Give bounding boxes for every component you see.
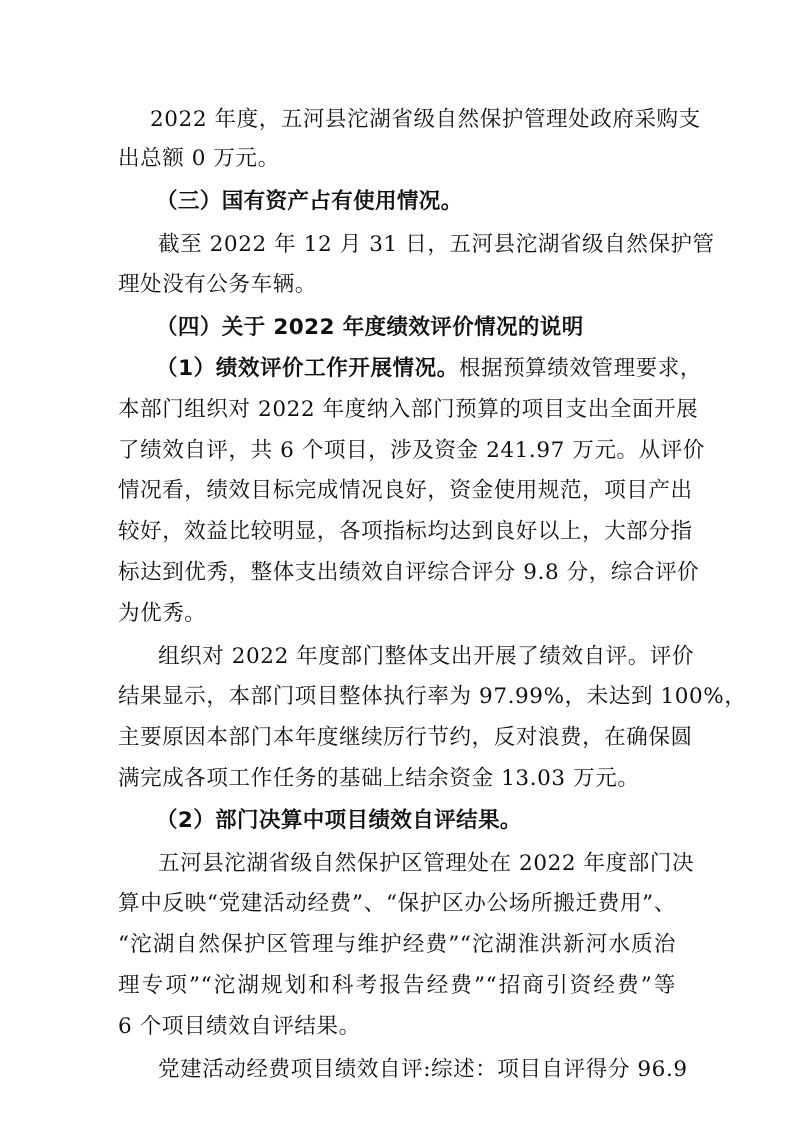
body-text-line: “沱湖自然保护区管理与维护经费”“沱湖淮洪新河水质治 [118, 932, 676, 957]
body-text-line: 结果显示，本部门项目整体执行率为 97.99%，未达到 100%， [118, 684, 747, 709]
subsection-heading: （1）绩效评价工作开展情况。 [156, 356, 459, 381]
paragraph-lead-line [156, 349, 702, 389]
body-text-line: 情况看，绩效目标完成情况良好，资金使用规范，项目产出 [118, 478, 693, 503]
section-heading: （三）国有资产占有使用情况。 [156, 189, 463, 214]
body-text-line: 理专项”“沱湖规划和科考报告经费”“招商引资经费”等 [118, 973, 676, 998]
body-text-line: 组织对 2022 年度部门整体支出开展了绩效自评。评价 [158, 644, 695, 669]
body-text-line: 较好，效益比较明显，各项指标均达到良好以上，大部分指 [118, 519, 693, 544]
body-text-line: 本部门组织对 2022 年度纳入部门预算的项目支出全面开展 [118, 397, 699, 422]
body-text-line: 理处没有公务车辆。 [118, 272, 317, 297]
subsection-heading: （2）部门决算中项目绩效自评结果。 [156, 808, 522, 833]
section-heading: （四）关于 2022 年度绩效评价情况的说明 [156, 315, 584, 340]
body-text-line: 算中反映“党建活动经费”、“保护区办公场所搬迁费用”、 [118, 891, 676, 916]
body-text-line: 五河县沱湖省级自然保护区管理处在 2022 年度部门决 [158, 851, 695, 876]
body-text-line: 党建活动经费项目绩效自评:综述：项目自评得分 96.9 [158, 1057, 688, 1082]
body-text-line: 2022 年度，五河县沱湖省级自然保护管理处政府采购支 [150, 107, 701, 132]
body-text-line: 为优秀。 [118, 601, 207, 626]
body-text-fragment: 根据预算绩效管理要求， [458, 356, 702, 381]
body-text-line: 出总额 0 万元。 [118, 146, 280, 171]
body-text-line: 主要原因本部门本年度继续厉行节约，反对浪费，在确保圆 [118, 725, 693, 750]
body-text-line: 了绩效自评，共 6 个项目，涉及资金 241.97 万元。从评价 [118, 438, 705, 463]
body-text-line: 满完成各项工作任务的基础上结余资金 13.03 万元。 [118, 766, 640, 791]
body-text-line: 6 个项目绩效自评结果。 [118, 1014, 361, 1039]
body-text-line: 截至 2022 年 12 月 31 日，五河县沱湖省级自然保护管 [158, 232, 715, 257]
body-text-line: 标达到优秀，整体支出绩效自评综合评分 9.8 分，综合评价 [118, 560, 700, 585]
